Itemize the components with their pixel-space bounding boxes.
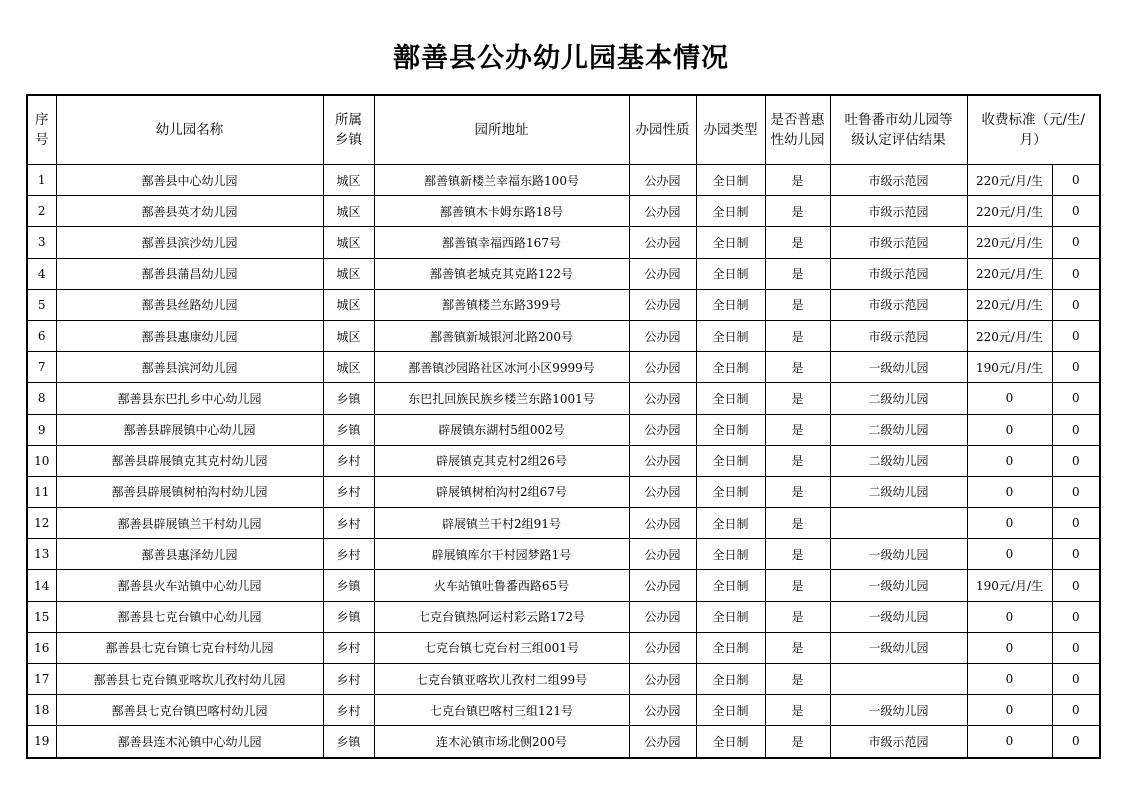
cell-nature: 公办园 [629, 664, 696, 695]
cell-name: 鄯善县七克台镇七克台村幼儿园 [56, 632, 323, 663]
cell-nature: 公办园 [629, 539, 696, 570]
table-row [27, 726, 1100, 758]
cell-fee-extra: 0 [1052, 227, 1100, 258]
cell-name: 鄯善县七克台镇巴喀村幼儿园 [56, 695, 323, 726]
cell-fee: 220元/月/生 [967, 289, 1052, 320]
cell-rating: 二级幼儿园 [830, 445, 967, 476]
cell-index: 11 [27, 476, 56, 507]
cell-name: 鄯善县辟展镇兰干村幼儿园 [56, 508, 323, 539]
table-row [27, 695, 1100, 726]
cell-nature: 公办园 [629, 476, 696, 507]
cell-fee: 0 [967, 476, 1052, 507]
cell-index: 10 [27, 445, 56, 476]
cell-rating: 一级幼儿园 [830, 695, 967, 726]
header-fee: 收费标准（元/生/月） [967, 95, 1100, 165]
cell-inclusive: 是 [765, 227, 830, 258]
cell-town: 乡镇 [323, 414, 374, 445]
cell-town: 乡村 [323, 664, 374, 695]
cell-address: 鄯善镇幸福西路167号 [374, 227, 629, 258]
cell-nature: 公办园 [629, 445, 696, 476]
cell-rating [830, 664, 967, 695]
cell-type: 全日制 [696, 289, 765, 320]
cell-type: 全日制 [696, 258, 765, 289]
cell-rating: 市级示范园 [830, 289, 967, 320]
cell-nature: 公办园 [629, 601, 696, 632]
cell-type: 全日制 [696, 695, 765, 726]
cell-type: 全日制 [696, 632, 765, 663]
kindergarten-table [26, 94, 1101, 759]
cell-rating: 二级幼儿园 [830, 414, 967, 445]
cell-fee-extra: 0 [1052, 570, 1100, 601]
cell-fee-extra: 0 [1052, 539, 1100, 570]
cell-inclusive: 是 [765, 165, 830, 196]
cell-index: 9 [27, 414, 56, 445]
header-name: 幼儿园名称 [56, 95, 323, 165]
cell-town: 城区 [323, 320, 374, 351]
cell-fee: 190元/月/生 [967, 352, 1052, 383]
cell-index: 17 [27, 664, 56, 695]
cell-fee: 190元/月/生 [967, 570, 1052, 601]
table-row [27, 289, 1100, 320]
cell-fee: 220元/月/生 [967, 320, 1052, 351]
table-row [27, 320, 1100, 351]
cell-address: 东巴扎回族民族乡楼兰东路1001号 [374, 383, 629, 414]
cell-town: 乡村 [323, 476, 374, 507]
cell-address: 鄯善镇楼兰东路399号 [374, 289, 629, 320]
cell-type: 全日制 [696, 383, 765, 414]
header-address: 园所地址 [374, 95, 629, 165]
cell-rating: 一级幼儿园 [830, 632, 967, 663]
cell-nature: 公办园 [629, 258, 696, 289]
cell-rating: 市级示范园 [830, 165, 967, 196]
cell-inclusive: 是 [765, 570, 830, 601]
header-nature: 办园性质 [629, 95, 696, 165]
table-row [27, 227, 1100, 258]
table-row [27, 445, 1100, 476]
table-row [27, 414, 1100, 445]
table-row [27, 508, 1100, 539]
cell-rating [830, 508, 967, 539]
cell-rating: 一级幼儿园 [830, 352, 967, 383]
header-town: 所属乡镇 [323, 95, 374, 165]
cell-fee-extra: 0 [1052, 726, 1100, 758]
cell-town: 乡镇 [323, 570, 374, 601]
cell-fee: 0 [967, 445, 1052, 476]
cell-fee: 220元/月/生 [967, 227, 1052, 258]
table-row [27, 664, 1100, 695]
cell-inclusive: 是 [765, 289, 830, 320]
cell-address: 七克台镇热阿运村彩云路172号 [374, 601, 629, 632]
cell-inclusive: 是 [765, 476, 830, 507]
table-row [27, 476, 1100, 507]
cell-type: 全日制 [696, 165, 765, 196]
cell-inclusive: 是 [765, 383, 830, 414]
cell-address: 鄯善镇沙园路社区冰河小区9999号 [374, 352, 629, 383]
cell-rating: 市级示范园 [830, 726, 967, 758]
cell-town: 乡镇 [323, 601, 374, 632]
cell-nature: 公办园 [629, 196, 696, 227]
cell-fee-extra: 0 [1052, 352, 1100, 383]
cell-name: 鄯善县七克台镇亚喀坎儿孜村幼儿园 [56, 664, 323, 695]
cell-town: 乡镇 [323, 383, 374, 414]
cell-address: 辟展镇兰干村2组91号 [374, 508, 629, 539]
cell-index: 8 [27, 383, 56, 414]
cell-fee-extra: 0 [1052, 664, 1100, 695]
cell-inclusive: 是 [765, 320, 830, 351]
cell-rating: 市级示范园 [830, 227, 967, 258]
cell-town: 乡镇 [323, 726, 374, 758]
cell-inclusive: 是 [765, 632, 830, 663]
cell-name: 鄯善县滨河幼儿园 [56, 352, 323, 383]
cell-type: 全日制 [696, 664, 765, 695]
table-row [27, 539, 1100, 570]
cell-town: 城区 [323, 227, 374, 258]
cell-rating: 二级幼儿园 [830, 383, 967, 414]
cell-index: 13 [27, 539, 56, 570]
table-row [27, 352, 1100, 383]
cell-name: 鄯善县英才幼儿园 [56, 196, 323, 227]
cell-name: 鄯善县连木沁镇中心幼儿园 [56, 726, 323, 758]
cell-index: 14 [27, 570, 56, 601]
table-row [27, 383, 1100, 414]
cell-nature: 公办园 [629, 383, 696, 414]
cell-town: 城区 [323, 196, 374, 227]
cell-fee-extra: 0 [1052, 165, 1100, 196]
cell-name: 鄯善县辟展镇克其克村幼儿园 [56, 445, 323, 476]
cell-rating: 市级示范园 [830, 196, 967, 227]
cell-fee-extra: 0 [1052, 476, 1100, 507]
cell-name: 鄯善县蒲昌幼儿园 [56, 258, 323, 289]
cell-fee: 0 [967, 539, 1052, 570]
cell-fee-extra: 0 [1052, 508, 1100, 539]
table-row [27, 258, 1100, 289]
cell-address: 辟展镇库尔干村园梦路1号 [374, 539, 629, 570]
cell-index: 16 [27, 632, 56, 663]
cell-type: 全日制 [696, 227, 765, 258]
cell-nature: 公办园 [629, 632, 696, 663]
cell-fee-extra: 0 [1052, 601, 1100, 632]
cell-rating: 一级幼儿园 [830, 539, 967, 570]
table-row [27, 196, 1100, 227]
table-row [27, 570, 1100, 601]
cell-fee: 220元/月/生 [967, 196, 1052, 227]
cell-name: 鄯善县七克台镇中心幼儿园 [56, 601, 323, 632]
cell-type: 全日制 [696, 570, 765, 601]
cell-type: 全日制 [696, 476, 765, 507]
cell-inclusive: 是 [765, 352, 830, 383]
cell-address: 连木沁镇市场北侧200号 [374, 726, 629, 758]
header-index: 序号 [27, 95, 56, 165]
table-row [27, 165, 1100, 196]
cell-rating: 一级幼儿园 [830, 570, 967, 601]
cell-nature: 公办园 [629, 352, 696, 383]
cell-inclusive: 是 [765, 664, 830, 695]
cell-inclusive: 是 [765, 258, 830, 289]
cell-address: 鄯善镇新城银河北路200号 [374, 320, 629, 351]
cell-rating: 市级示范园 [830, 258, 967, 289]
cell-fee-extra: 0 [1052, 196, 1100, 227]
cell-fee-extra: 0 [1052, 445, 1100, 476]
cell-index: 6 [27, 320, 56, 351]
cell-name: 鄯善县中心幼儿园 [56, 165, 323, 196]
cell-fee: 0 [967, 508, 1052, 539]
cell-address: 七克台镇七克台村三组001号 [374, 632, 629, 663]
cell-fee-extra: 0 [1052, 632, 1100, 663]
cell-nature: 公办园 [629, 165, 696, 196]
cell-address: 火车站镇吐鲁番西路65号 [374, 570, 629, 601]
cell-nature: 公办园 [629, 695, 696, 726]
cell-index: 12 [27, 508, 56, 539]
header-row [27, 95, 1100, 165]
cell-nature: 公办园 [629, 227, 696, 258]
cell-index: 18 [27, 695, 56, 726]
cell-index: 15 [27, 601, 56, 632]
cell-town: 城区 [323, 258, 374, 289]
cell-town: 城区 [323, 165, 374, 196]
table-row [27, 632, 1100, 663]
cell-fee: 0 [967, 383, 1052, 414]
cell-fee-extra: 0 [1052, 383, 1100, 414]
cell-nature: 公办园 [629, 320, 696, 351]
cell-town: 乡村 [323, 632, 374, 663]
cell-name: 鄯善县东巴扎乡中心幼儿园 [56, 383, 323, 414]
cell-name: 鄯善县滨沙幼儿园 [56, 227, 323, 258]
cell-fee: 0 [967, 695, 1052, 726]
cell-index: 5 [27, 289, 56, 320]
cell-name: 鄯善县火车站镇中心幼儿园 [56, 570, 323, 601]
cell-fee: 0 [967, 664, 1052, 695]
cell-fee: 0 [967, 726, 1052, 758]
cell-address: 鄯善镇老城克其克路122号 [374, 258, 629, 289]
cell-type: 全日制 [696, 445, 765, 476]
cell-nature: 公办园 [629, 508, 696, 539]
cell-inclusive: 是 [765, 695, 830, 726]
cell-fee: 0 [967, 601, 1052, 632]
cell-name: 鄯善县辟展镇树柏沟村幼儿园 [56, 476, 323, 507]
cell-address: 鄯善镇新楼兰幸福东路100号 [374, 165, 629, 196]
cell-fee: 220元/月/生 [967, 258, 1052, 289]
cell-index: 7 [27, 352, 56, 383]
cell-type: 全日制 [696, 539, 765, 570]
header-rating: 吐鲁番市幼儿园等级认定评估结果 [830, 95, 967, 165]
cell-rating: 一级幼儿园 [830, 601, 967, 632]
cell-town: 城区 [323, 352, 374, 383]
cell-name: 鄯善县辟展镇中心幼儿园 [56, 414, 323, 445]
cell-town: 城区 [323, 289, 374, 320]
page-title: 鄯善县公办幼儿园基本情况 [393, 43, 729, 74]
cell-type: 全日制 [696, 601, 765, 632]
cell-address: 辟展镇树柏沟村2组67号 [374, 476, 629, 507]
cell-nature: 公办园 [629, 726, 696, 758]
table-row [27, 601, 1100, 632]
cell-index: 1 [27, 165, 56, 196]
cell-inclusive: 是 [765, 196, 830, 227]
cell-inclusive: 是 [765, 414, 830, 445]
cell-fee-extra: 0 [1052, 414, 1100, 445]
cell-index: 19 [27, 726, 56, 758]
cell-nature: 公办园 [629, 289, 696, 320]
cell-inclusive: 是 [765, 445, 830, 476]
cell-town: 乡村 [323, 695, 374, 726]
cell-type: 全日制 [696, 320, 765, 351]
cell-index: 3 [27, 227, 56, 258]
header-type: 办园类型 [696, 95, 765, 165]
cell-town: 乡村 [323, 508, 374, 539]
cell-town: 乡村 [323, 539, 374, 570]
cell-type: 全日制 [696, 508, 765, 539]
cell-index: 4 [27, 258, 56, 289]
cell-inclusive: 是 [765, 508, 830, 539]
cell-nature: 公办园 [629, 570, 696, 601]
cell-inclusive: 是 [765, 726, 830, 758]
cell-rating: 市级示范园 [830, 320, 967, 351]
cell-inclusive: 是 [765, 539, 830, 570]
cell-address: 辟展镇克其克村2组26号 [374, 445, 629, 476]
cell-nature: 公办园 [629, 414, 696, 445]
cell-fee: 0 [967, 414, 1052, 445]
cell-type: 全日制 [696, 414, 765, 445]
cell-name: 鄯善县丝路幼儿园 [56, 289, 323, 320]
cell-address: 七克台镇亚喀坎儿孜村二组99号 [374, 664, 629, 695]
header-inclusive: 是否普惠性幼儿园 [765, 95, 830, 165]
cell-fee-extra: 0 [1052, 320, 1100, 351]
cell-town: 乡村 [323, 445, 374, 476]
cell-name: 鄯善县惠泽幼儿园 [56, 539, 323, 570]
cell-address: 七克台镇巴喀村三组121号 [374, 695, 629, 726]
cell-type: 全日制 [696, 726, 765, 758]
cell-fee: 220元/月/生 [967, 165, 1052, 196]
cell-fee-extra: 0 [1052, 695, 1100, 726]
cell-fee-extra: 0 [1052, 289, 1100, 320]
cell-fee-extra: 0 [1052, 258, 1100, 289]
cell-type: 全日制 [696, 352, 765, 383]
cell-fee: 0 [967, 632, 1052, 663]
cell-address: 鄯善镇木卡姆东路18号 [374, 196, 629, 227]
cell-inclusive: 是 [765, 601, 830, 632]
cell-name: 鄯善县惠康幼儿园 [56, 320, 323, 351]
cell-address: 辟展镇东湖村5组002号 [374, 414, 629, 445]
cell-rating: 二级幼儿园 [830, 476, 967, 507]
cell-index: 2 [27, 196, 56, 227]
cell-type: 全日制 [696, 196, 765, 227]
